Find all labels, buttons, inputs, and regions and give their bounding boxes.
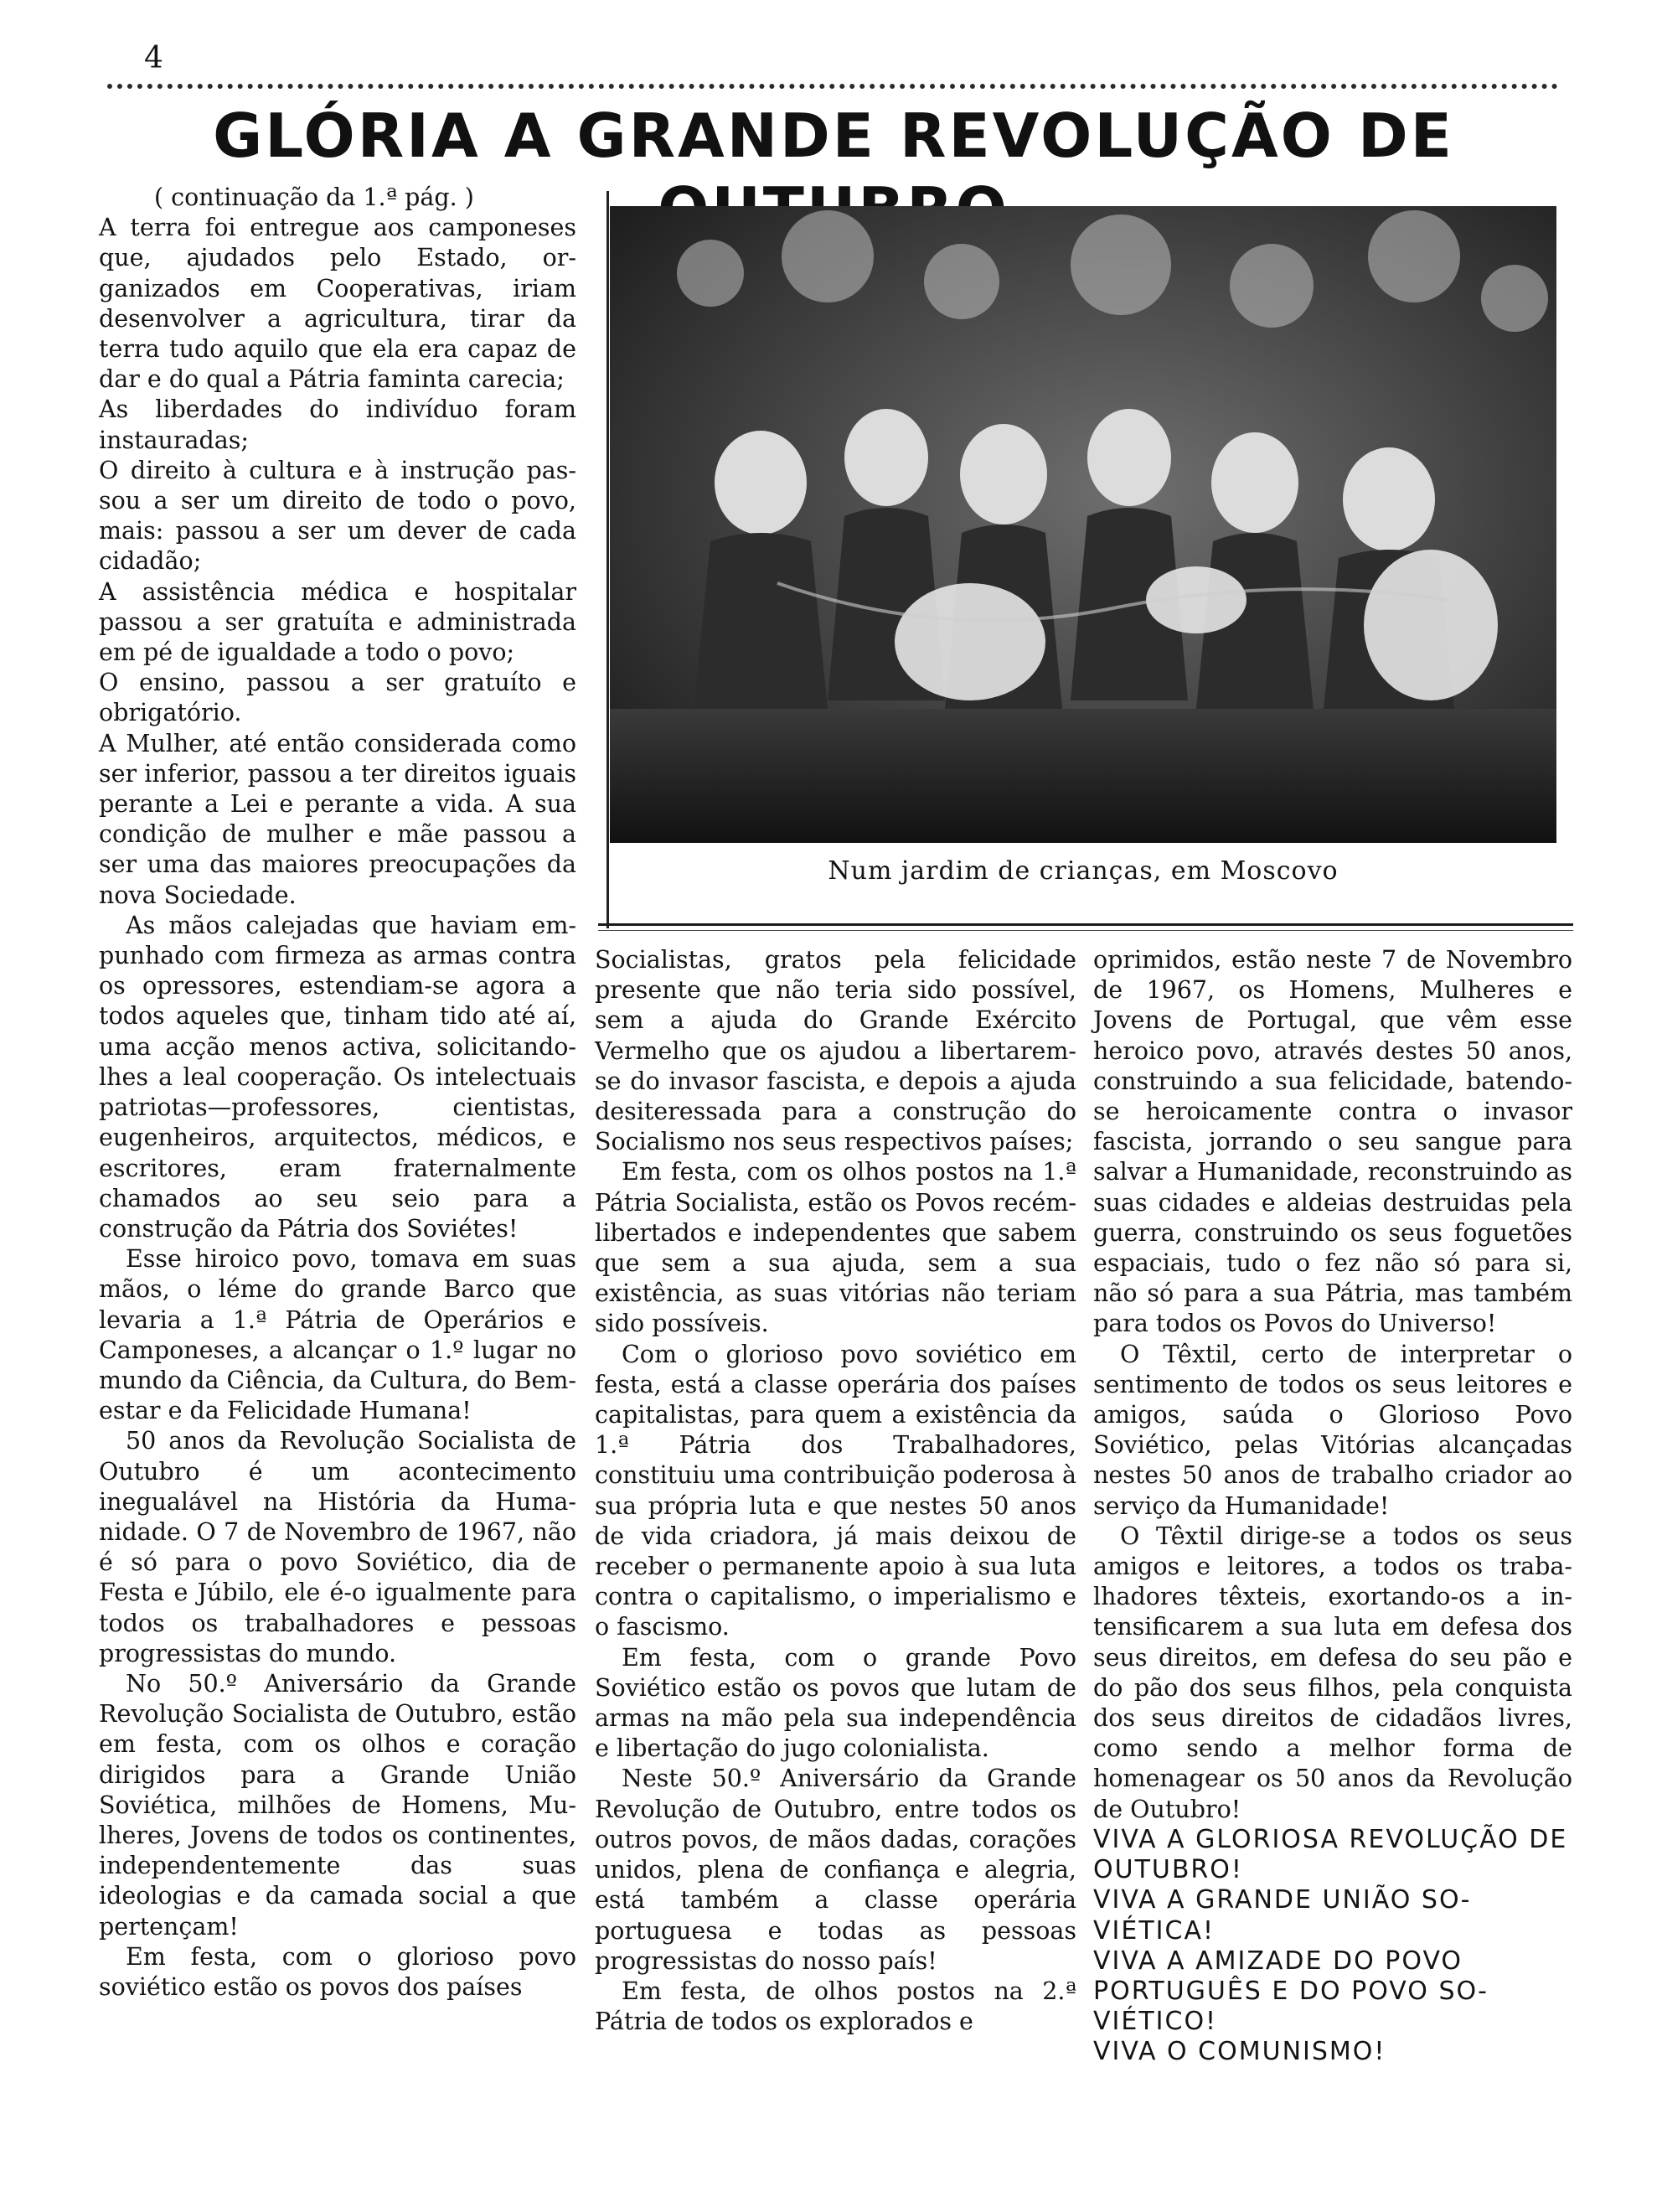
slogan: VIVA O COMUNISMO! [1093, 2037, 1386, 2067]
paragraph: O Têxtil, certo de interpretar o sentimento de todos os seus leitores e amigos, saúda o Glorioso Povo Soviético, pelas Vitórias alcançadas nestes 50 anos de trabalho criador ao serviço da Humanidade! [1093, 1340, 1572, 1520]
column-divider [606, 191, 609, 928]
paragraph: Com o glorioso povo soviético em festa, está a classe operária dos países capitalistas, para quem a existência da 1.ª Pátria dos Trabalhadores, constituiu uma contribuição poderosa à sua própria luta e que nestes 50 anos de vida criadora, já mais deixou de receber o permanente apoio à sua luta contra o capitalismo, o imperialismo e o fascismo. [595, 1340, 1076, 1641]
photo-caption: Num jardim de crianças, em Moscovo [828, 856, 1339, 886]
paragraph: As mãos calejadas que haviam empunhado com firmeza as armas contra os opressores, estendiam-se agora a todos aqueles que, tinham tido até aí, uma acção menos activa, solicitando-lhes a leal cooperação. Os intelectuais patriotas—professores, cientistas, eugenheiros, arquitectos, médicos, e escritores, eram fraternalmente chamados ao seu seio para a construção da Pátria dos Soviétes! [99, 911, 576, 1243]
paragraph: A terra foi entregue aos camponeses que, ajudados pelo Estado, organizados em Cooperativas, iriam desenvolver a agricultura, tirar da terra tudo aquilo que ela era capaz de dar e do qual a Pátria faminta carecia; [99, 214, 576, 394]
page-number: 4 [144, 41, 163, 75]
paragraph: No 50.º Aniversário da Grande Revolução Socialista de Outubro, estão em festa, com os olhos e coração dirigidos para a Grande União Soviética, milhões de Homens, Mulheres, Jovens de todos os continentes, independentemente das suas ideologias e da camada social a que pertençam! [99, 1669, 576, 1941]
paragraph: Em festa, com os olhos postos na 1.ª Pátria Socialista, estão os Povos recém-libertados e independentes que sabem que sem a sua ajuda, sem a sua existência, as suas vitórias não teriam sido possíveis. [595, 1158, 1076, 1338]
section-rule [598, 923, 1573, 926]
paragraph: O Têxtil dirige-se a todos os seus amigos e leitores, a todos os trabalhadores têxteis, exortando-os a intensificarem a sua luta em defesa dos seus direitos, em defesa do seu pão e do pão dos seus filhos, pela conquista dos seus direitos de cidadãos livres, como sendo a melhor forma de homenagear os 50 anos da Revolução de Outubro! [1093, 1522, 1572, 1823]
paragraph: As liberdades do indivíduo foram instauradas; [99, 395, 576, 454]
article-column-3 [1093, 945, 1572, 2068]
photo-illustration [610, 206, 1556, 843]
top-dotted-rule [107, 84, 1558, 89]
paragraph: Em festa, de olhos postos na 2.ª Pátria de todos os explorados e [595, 1977, 1076, 2036]
paragraph: 50 anos da Revolução Socialista de Outubro é um acontecimento inegualável na História da Humanidade. O 7 de Novembro de 1967, não é só para o povo Soviético, dia de Festa e Júbilo, ele é-o igualmente para todos os trabalhadores e pessoas progressistas do mundo. [99, 1427, 576, 1667]
paragraph: A assistência médica e hospitalar passou a ser gratuíta e administrada em pé de igualdade a todo o povo; [99, 577, 576, 667]
article-column-2 [595, 945, 1076, 2037]
article-column-1 [99, 183, 576, 2003]
section-rule-thin [598, 930, 1573, 931]
news-photo [610, 206, 1556, 843]
slogan: VIVA A AMIZADE DO POVO PORTUGUÊS E DO POVO SOVIÉTICO! [1093, 1946, 1487, 2037]
paragraph: Em festa, com o grande Povo Soviético estão os povos que lutam de armas na mão pela sua independência e libertação do jugo colonialista. [595, 1643, 1076, 1763]
paragraph: Neste 50.º Aniversário da Grande Revolução de Outubro, entre todos os outros povos, de mãos dadas, corações unidos, plena de confiança e alegria, está também a classe operária portuguesa e todas as pessoas progressistas do nosso país! [595, 1765, 1076, 1975]
paragraph: oprimidos, estão neste 7 de Novembro de 1967, os Homens, Mulheres e Jovens de Portugal, que vêm esse heroico povo, através destes 50 anos, construindo a sua felicidade, batendo-se heroicamente contra o invasor fascista, jorrando o seu sangue para salvar a Humanidade, reconstruindo as suas cidades e aldeias destruidas pela guerra, construindo os seus foguetões espaciais, tudo o fez não só para si, não só para a sua Pátria, mas também para todos os Povos do Universo! [1093, 946, 1572, 1338]
paragraph: A Mulher, até então considerada como ser inferior, passou a ter direitos iguais perante a Lei e perante a vida. A sua condição de mulher e mãe passou a ser uma das maiores preocupações da nova Sociedade. [99, 729, 576, 909]
paragraph: Socialistas, gratos pela felicidade presente que não teria sido possível, sem a ajuda do Grande Exército Vermelho que os ajudou a libertarem-se do invasor fascista, e depois a ajuda desiteressada para a construção do Socialismo nos seus respectivos países; [595, 946, 1076, 1156]
article-headline: GLÓRIA A GRANDE REVOLUÇÃO DE [213, 101, 1454, 171]
continuation-note: ( continuação da 1.ª pág. ) [154, 183, 474, 211]
paragraph: O ensino, passou a ser gratuíto e obrigatório. [99, 669, 576, 727]
paragraph: Em festa, com o glorioso povo soviético estão os povos dos países [99, 1942, 576, 2001]
paragraph: Esse hiroico povo, tomava em suas mãos, o léme do grande Barco que levaria a 1.ª Pátria de Operários e Camponeses, a alcançar o 1.º lugar no mundo da Ciência, da Cultura, do Bem-estar e da Felicidade Humana! [99, 1245, 576, 1425]
slogan: VIVA A GLORIOSA REVOLUÇÃO DE OUTUBRO! [1093, 1824, 1568, 1885]
slogan: VIVA A GRANDE UNIÃO SOVIÉTICA! [1093, 1885, 1470, 1946]
paragraph: O direito à cultura e à instrução passou a ser um direito de todo o povo, mais: passou a ser um dever de cada cidadão; [99, 456, 576, 576]
